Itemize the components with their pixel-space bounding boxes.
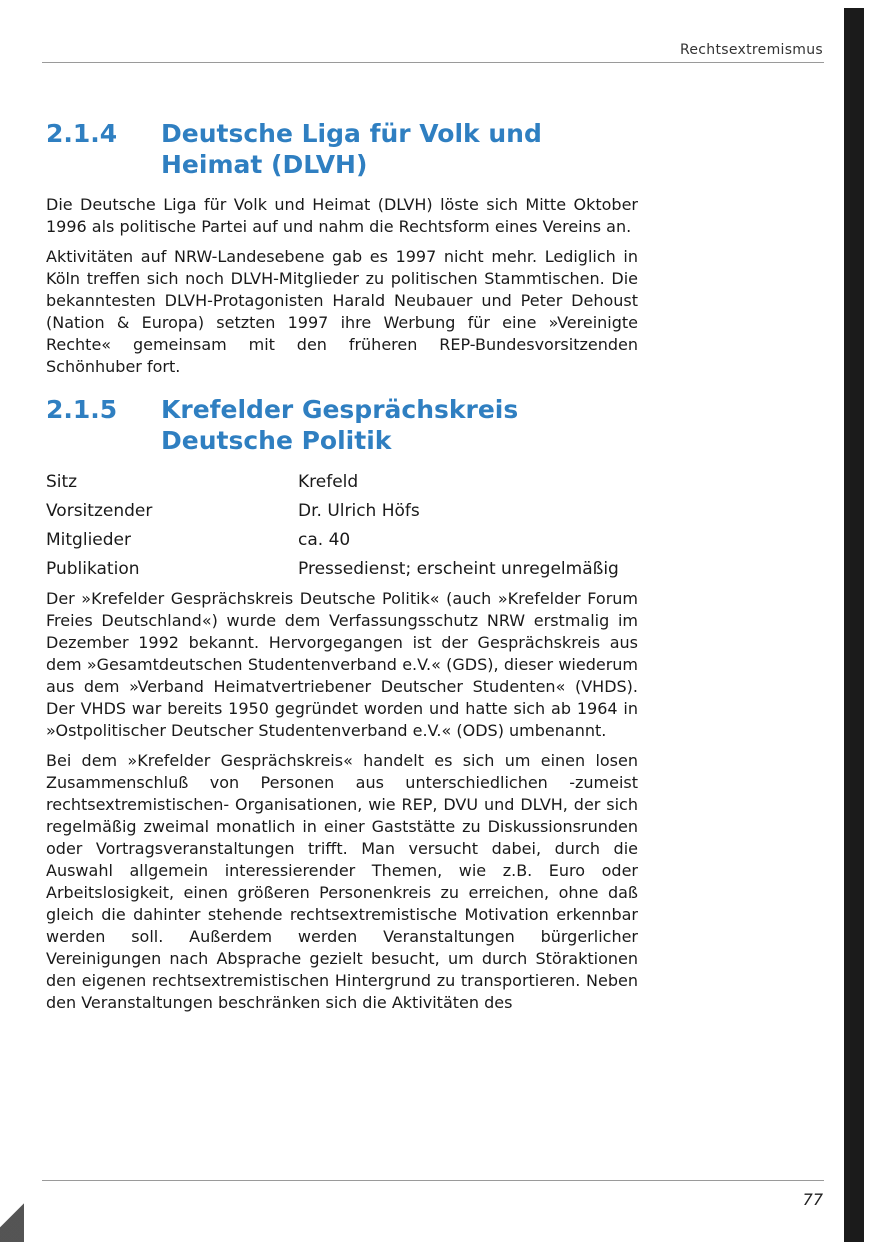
footer-rule — [42, 1180, 824, 1181]
fact-row — [46, 557, 638, 582]
section-heading-2-1-5 — [46, 394, 638, 456]
paragraph: Der »Krefelder Gesprächskreis Deutsche Politik« (auch »Krefelder Forum Freies Deutschland«) wurde dem Verfassungsschutz NRW erstmalig im Dezember 1992 bekannt. Hervorgegangen ist der Gesprächskreis aus dem »Gesamtdeutschen Studentenverband e.V.« (GDS), dieser wiederum aus dem »Verband Heimatvertriebener Deutscher Studenten« (VHDS). Der VHDS war bereits 1950 gegründet worden und hatte sich ab 1964 in »Ostpolitischer Deutscher Studentenverband e.V.« (ODS) umbenannt. — [46, 589, 638, 740]
fact-value: ca. 40 — [298, 530, 351, 550]
section-number: 2.1.4 — [46, 119, 118, 148]
paragraph: Aktivitäten auf NRW-Landesebene gab es 1997 nicht mehr. Lediglich in Köln treffen sich noch DLVH-Mitglieder zu politischen Stammtischen. Die bekanntesten DLVH-Protagonisten Harald Neubauer und Peter Dehoust (Nation & Europa) setzten 1997 ihre Werbung für eine »Vereinigte Rechte« gemeinsam mit den früheren REP-Bundesvorsitzenden Schönhuber fort. — [46, 247, 638, 376]
header-rule — [42, 62, 824, 63]
fact-row — [46, 470, 638, 495]
running-header: Rechtsextremismus — [680, 42, 823, 58]
fact-label: Publikation — [46, 559, 140, 579]
page-edge-shadow — [844, 8, 864, 1242]
fact-label: Mitglieder — [46, 530, 131, 550]
fact-value: Dr. Ulrich Höfs — [298, 501, 420, 521]
scan-corner-mark — [0, 1195, 24, 1242]
section-title: Krefelder Gesprächskreis Deutsche Politik — [161, 395, 519, 455]
fact-row — [46, 528, 638, 553]
organization-facts — [46, 470, 638, 582]
fact-value: Pressedienst; erscheint unregelmäßig — [298, 559, 619, 579]
section-number: 2.1.5 — [46, 395, 118, 424]
page-body — [46, 118, 638, 1014]
section-heading-2-1-4 — [46, 118, 638, 180]
section-title: Deutsche Liga für Volk und Heimat (DLVH) — [161, 119, 542, 179]
paragraph: Die Deutsche Liga für Volk und Heimat (DLVH) löste sich Mitte Oktober 1996 als politische Partei auf und nahm die Rechtsform eines Vereins an. — [46, 195, 638, 236]
fact-value: Krefeld — [298, 472, 359, 492]
fact-label: Vorsitzender — [46, 501, 153, 521]
fact-label: Sitz — [46, 472, 78, 492]
paragraph: Bei dem »Krefelder Gesprächskreis« handelt es sich um einen losen Zusammenschluß von Personen aus unterschiedlichen -zumeist rechtsextremistischen- Organisationen, wie REP, DVU und DLVH, der sich regelmäßig zweimal monatlich in einer Gaststätte zu Diskussionsrunden oder Vortragsveranstaltungen trifft. Man versucht dabei, durch die Auswahl allgemein interessierender Themen, wie z.B. Euro oder Arbeitslosigkeit, einen größeren Personenkreis zu erreichen, ohne daß gleich die dahinter stehende rechtsextremistische Motivation erkennbar werden soll. Außerdem werden Veranstaltungen bürgerlicher Vereinigungen nach Absprache gezielt besucht, um durch Störaktionen den eigenen rechtsextremistischen Hintergrund zu transportieren. Neben den Veranstaltungen beschränken sich die Aktivitäten des — [46, 751, 638, 1012]
page-number: 77 — [802, 1190, 823, 1209]
fact-row — [46, 499, 638, 524]
